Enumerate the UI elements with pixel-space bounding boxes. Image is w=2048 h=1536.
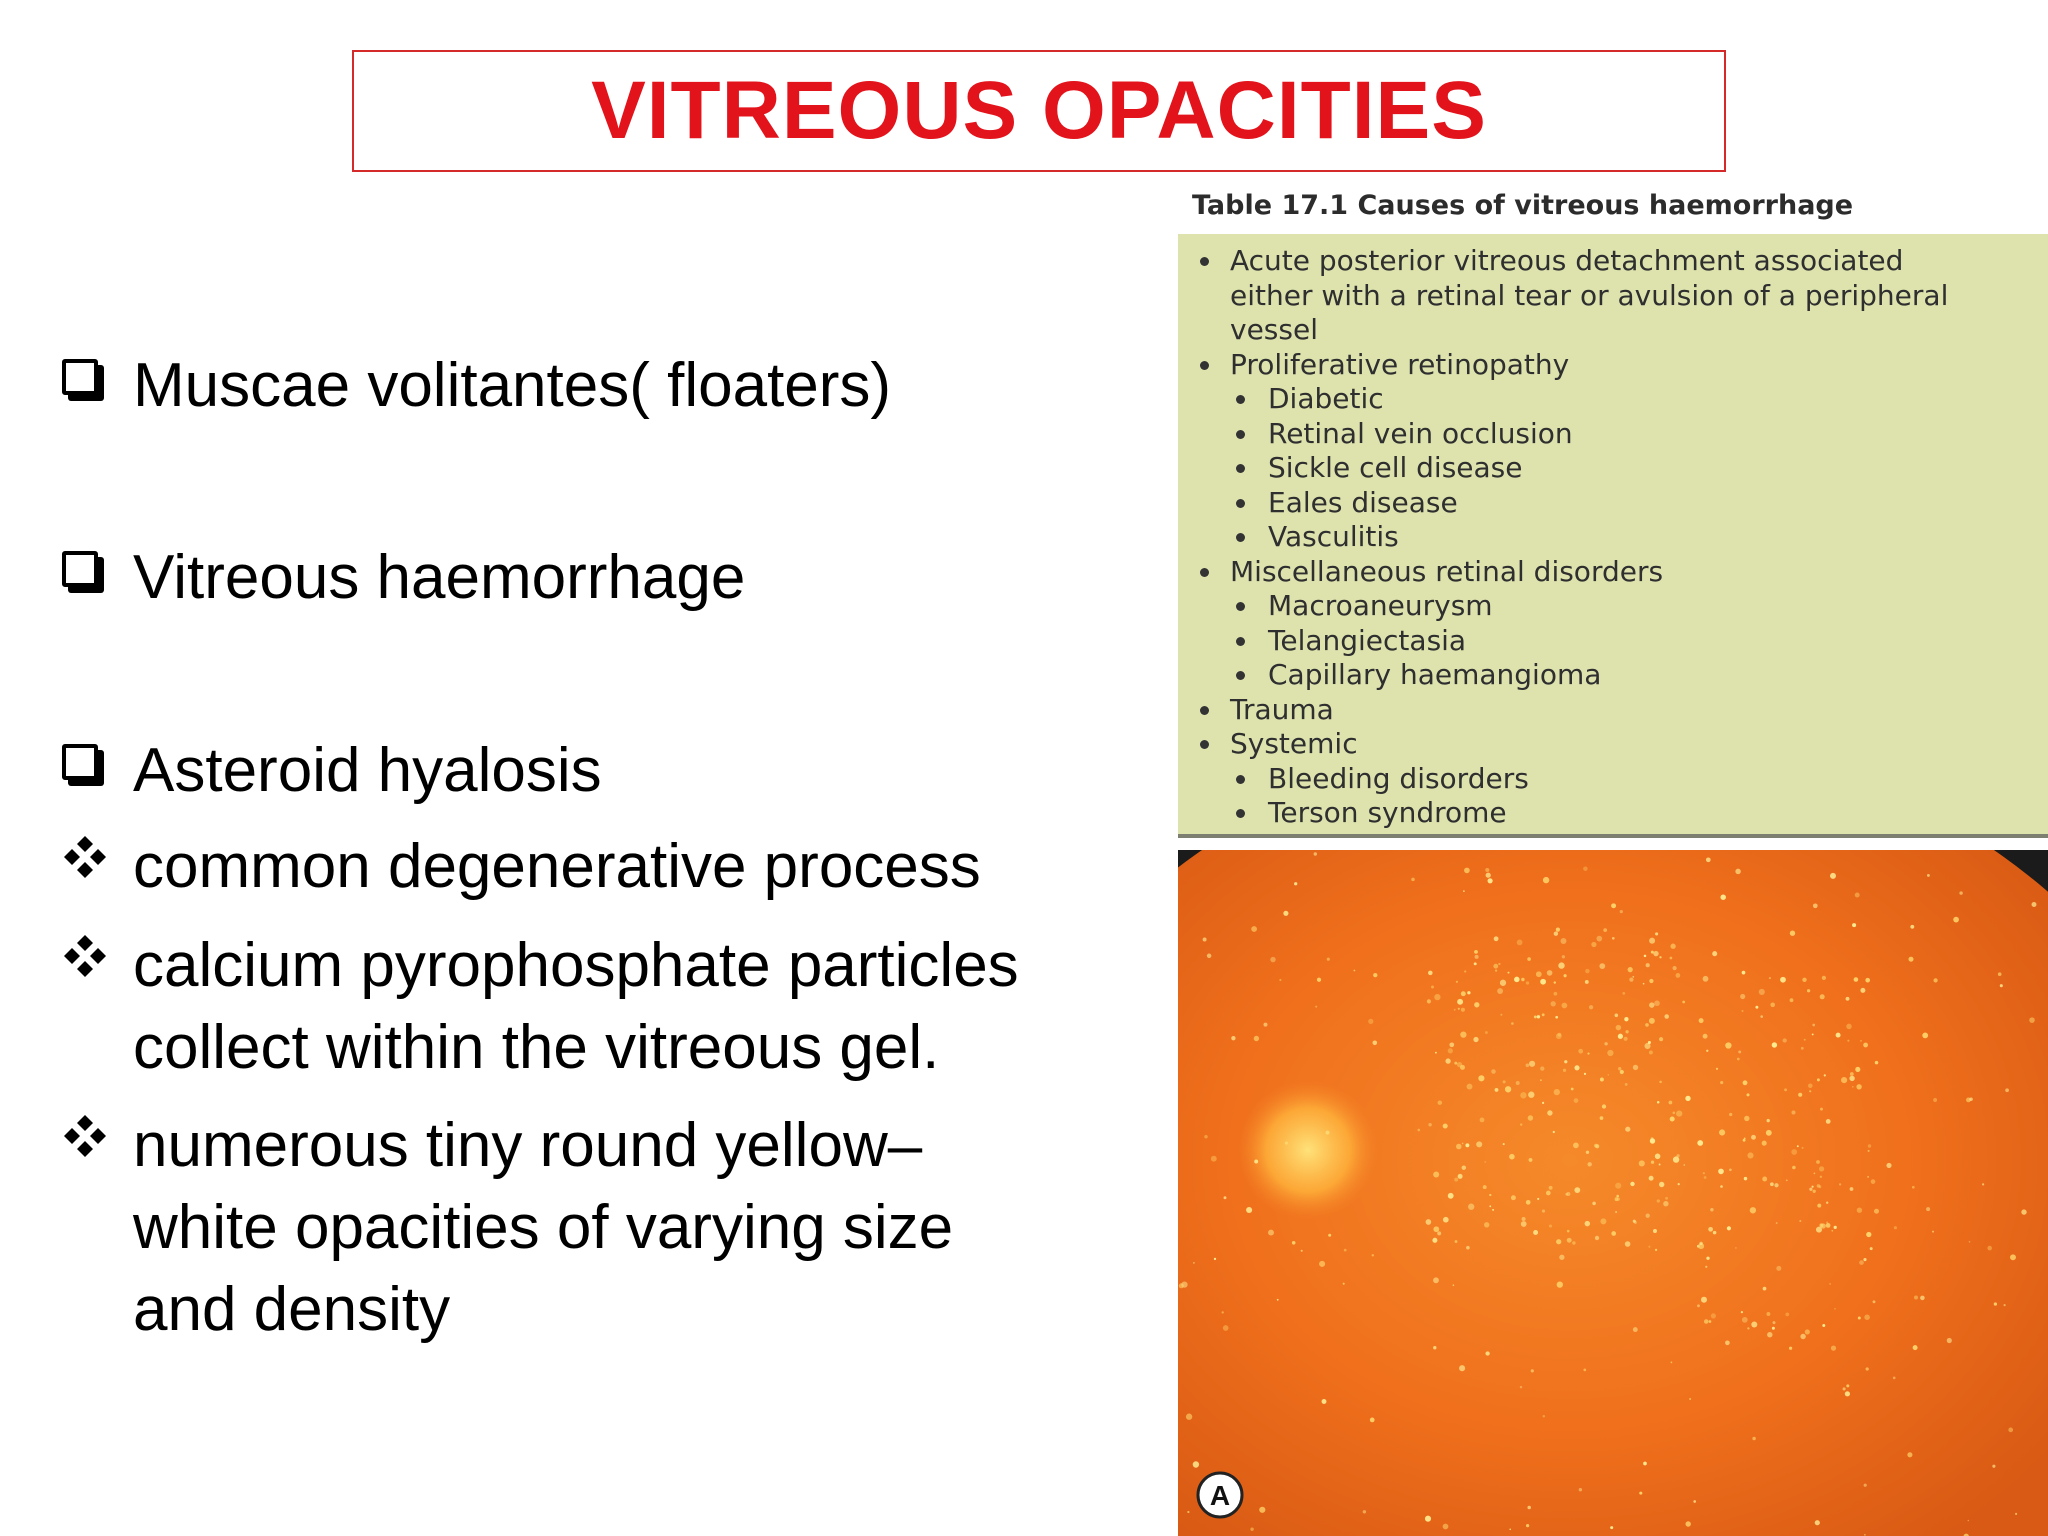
bullet-text: numerous tiny round yellow– white opacities of varying size and density	[133, 1111, 954, 1344]
table-bullet-dot	[1236, 430, 1245, 439]
table-item: Miscellaneous retinal disorders	[1230, 554, 1664, 588]
table-subitem: Vasculitis	[1268, 520, 1399, 553]
table-item: Systemic	[1230, 727, 1358, 760]
fundus-photo-image	[1178, 850, 2048, 1536]
table-bullet-dot	[1236, 775, 1245, 784]
table-bullet-dot	[1236, 395, 1245, 404]
table-bullet-dot	[1236, 671, 1245, 680]
table-subitem: Macroaneurysm	[1268, 589, 1493, 622]
bullet-item	[58, 730, 1138, 812]
table-item: vessel	[1230, 313, 1318, 346]
sub-bullet-item	[58, 925, 1108, 1089]
sub-bullet-item	[58, 1105, 1058, 1351]
diamond-bullet-icon	[58, 925, 120, 1007]
panel-label: A	[1209, 1480, 1231, 1511]
slide-title: VITREOUS OPACITIES	[591, 65, 1487, 156]
table-bullet-dot	[1200, 740, 1209, 749]
bullet-item	[58, 345, 1138, 427]
diamond-bullet-icon	[58, 1105, 120, 1187]
table-bullet-dot	[1200, 568, 1209, 577]
bullet-item	[58, 537, 1138, 619]
bullet-text: Asteroid hyalosis	[133, 736, 602, 805]
table-bullet-dot	[1236, 499, 1245, 508]
bullet-text: calcium pyrophosphate particles collect within the vitreous gel.	[133, 931, 1019, 1082]
table-subitem: Bleeding disorders	[1268, 761, 1529, 795]
table-subitem: Terson syndrome	[1268, 796, 1507, 829]
table-item: Proliferative retinopathy	[1230, 347, 1570, 381]
sub-bullet-item	[58, 826, 1138, 908]
checkbox-bullet-icon	[58, 730, 120, 812]
diamond-bullet-icon	[58, 826, 120, 908]
table-subitem: Eales disease	[1268, 485, 1458, 519]
table-bullet-dot	[1236, 809, 1245, 818]
table-bullet-dot	[1200, 257, 1209, 266]
table-bullet-dot	[1236, 602, 1245, 611]
bullet-text: common degenerative process	[133, 832, 981, 901]
table-subitem: Retinal vein occlusion	[1268, 416, 1573, 450]
title-box	[352, 50, 1726, 172]
table-bullet-dot	[1200, 706, 1209, 715]
table-item: Acute posterior vitreous detachment associated	[1230, 244, 1904, 277]
bullet-text: Vitreous haemorrhage	[133, 543, 746, 612]
panel-label-badge	[1198, 1473, 1242, 1517]
table-item: either with a retinal tear or avulsion of a peripheral	[1230, 278, 1949, 312]
table-bullet-dot	[1236, 533, 1245, 542]
checkbox-bullet-icon	[58, 345, 120, 427]
fundus-photo	[1178, 850, 2048, 1536]
table-bullet-dot	[1200, 361, 1209, 370]
table-subitem: Capillary haemangioma	[1268, 658, 1602, 691]
table-bullet-dot	[1236, 637, 1245, 646]
checkbox-bullet-icon	[58, 537, 120, 619]
table-subitem: Sickle cell disease	[1268, 451, 1523, 484]
table-caption: Table 17.1 Causes of vitreous haemorrhage	[1192, 190, 1854, 221]
table-item: Trauma	[1230, 692, 1334, 726]
causes-table	[1178, 234, 2048, 838]
table-subitem: Telangiectasia	[1268, 623, 1467, 657]
table-subitem: Diabetic	[1268, 382, 1384, 415]
table-bullet-dot	[1236, 464, 1245, 473]
bullet-text: Muscae volitantes( floaters)	[133, 351, 892, 420]
